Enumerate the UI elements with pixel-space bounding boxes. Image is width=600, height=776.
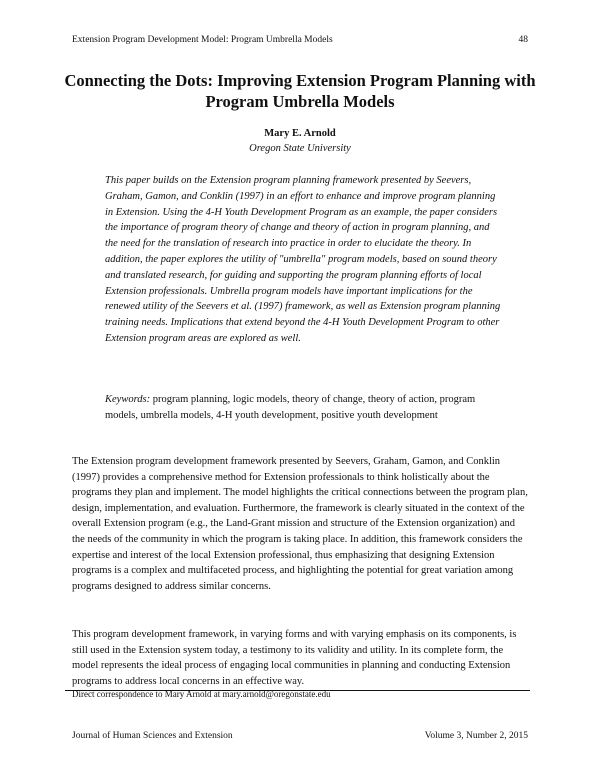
footnote-correspondence: Direct correspondence to Mary Arnold at mary.arnold@oregonstate.edu xyxy=(72,689,331,699)
footer-journal: Journal of Human Sciences and Extension xyxy=(72,731,233,741)
paper-title: Connecting the Dots: Improving Extension Program Planning with Program Umbrella Models xyxy=(64,71,536,111)
keywords xyxy=(105,392,503,424)
page-number: 48 xyxy=(518,35,528,45)
keywords-label: Keywords: xyxy=(105,394,151,405)
author-affiliation: Oregon State University xyxy=(249,143,351,154)
abstract: This paper builds on the Extension program planning framework presented by Seevers, Graham, Gamon, and Conklin (1997) in an effort to enhance and improve program planning in Extension. Using the 4-H Youth Development Program as an example, the paper considers the importance of program theory of change and theory of action in program planning, and the need for the translation of research into practice in order to elucidate the theory. In addition, the paper explores the utility of "umbrella" program models, based on sound theory and translated research, for guiding and supporting the program planning efforts of local Extension professionals. Umbrella program models have important implications for the renewed utility of the Seevers et al. (1997) framework, as well as Extension program planning training needs. Implications that extend beyond the 4-H Youth Development Program to other Extension program areas are explored as well. xyxy=(105,175,501,344)
running-head xyxy=(72,35,528,45)
body-paragraph: This program development framework, in varying forms and with varying emphasis on its components, is still used in the Extension system today, a testimony to its validity and utility. In its complete form, the model represents the ideal process of engaging local communities in planning and conducting Extension programs to address local concerns in an effective way. xyxy=(72,629,517,687)
keywords-text: program planning, logic models, theory of change, theory of action, program models, umbrella models, 4-H youth development, positive youth development xyxy=(105,394,476,421)
author-name: Mary E. Arnold xyxy=(264,128,336,139)
footer-volume: Volume 3, Number 2, 2015 xyxy=(424,731,528,741)
body-paragraph: The Extension program development framework presented by Seevers, Graham, Gamon, and Conklin (1997) provides a comprehensive method for Extension professionals to think holistically about the programs they plan and implement. The model highlights the critical connections between the program plan, design, implementation, and evaluation. Furthermore, the framework is clearly situated in the context of the overall Extension program (e.g., the Land-Grant mission and structure of the Extension organization) and the needs of the community in which the program is taking place. In addition, this framework considers the expertise and interest of the local Extension professional, thus emphasizing that designing Extension programs is a complex and multifaceted process, and highlighting the potential for great variation among programs designed to address similar concerns. xyxy=(72,456,528,592)
running-head-title: Extension Program Development Model: Program Umbrella Models xyxy=(72,35,333,45)
page-footer xyxy=(72,731,528,741)
